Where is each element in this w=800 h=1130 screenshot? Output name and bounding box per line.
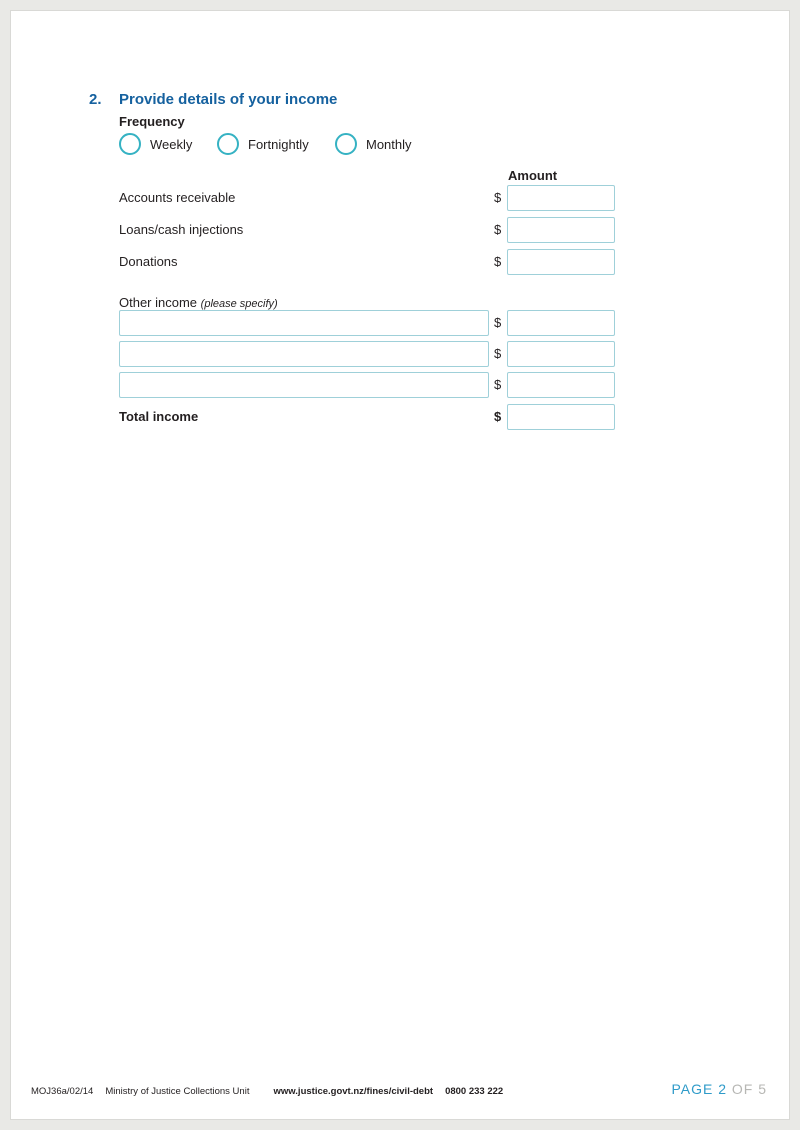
other-income-label-text: Other income xyxy=(119,295,198,310)
donations-amount-input[interactable] xyxy=(507,249,615,275)
other-income-amount-input-1[interactable] xyxy=(507,310,615,336)
income-row-accounts-receivable xyxy=(11,185,789,211)
row-label: Loans/cash injections xyxy=(119,222,244,237)
footer-info xyxy=(31,1086,503,1097)
currency-symbol: $ xyxy=(494,315,502,330)
footer-website: www.justice.govt.nz/fines/civil-debt xyxy=(273,1086,434,1097)
form-code: MOJ36a/02/14 xyxy=(31,1086,94,1097)
currency-symbol: $ xyxy=(494,409,502,424)
other-income-label xyxy=(119,295,278,310)
row-label: Accounts receivable xyxy=(119,190,236,205)
radio-label-fortnightly: Fortnightly xyxy=(248,136,309,152)
currency-symbol: $ xyxy=(494,346,502,361)
radio-button-monthly[interactable] xyxy=(335,133,357,155)
page-number-total: OF 5 xyxy=(731,1081,767,1097)
row-label: Donations xyxy=(119,254,178,269)
currency-symbol: $ xyxy=(494,254,502,269)
footer-phone: 0800 233 222 xyxy=(445,1086,504,1097)
page-number-current: PAGE 2 xyxy=(671,1081,727,1097)
currency-symbol: $ xyxy=(494,377,502,392)
form-page xyxy=(10,10,790,1120)
other-income-note: (please specify) xyxy=(200,298,278,310)
department-name: Ministry of Justice Collections Unit xyxy=(105,1086,250,1097)
other-income-row xyxy=(11,341,789,367)
radio-button-weekly[interactable] xyxy=(119,133,141,155)
frequency-option-weekly[interactable] xyxy=(119,133,192,155)
currency-symbol: $ xyxy=(494,222,502,237)
other-income-description-input-1[interactable] xyxy=(119,310,489,336)
accounts-receivable-amount-input[interactable] xyxy=(507,185,615,211)
radio-button-fortnightly[interactable] xyxy=(217,133,239,155)
other-income-description-input-2[interactable] xyxy=(119,341,489,367)
income-row-donations xyxy=(11,249,789,275)
radio-label-weekly: Weekly xyxy=(150,136,193,152)
radio-label-monthly: Monthly xyxy=(366,136,412,152)
frequency-option-monthly[interactable] xyxy=(335,133,412,155)
section-heading xyxy=(89,91,337,108)
income-row-loans-cash-injections xyxy=(11,217,789,243)
other-income-description-input-3[interactable] xyxy=(119,372,489,398)
page-number xyxy=(671,1081,767,1097)
total-income-row xyxy=(11,404,789,430)
frequency-label: Frequency xyxy=(119,114,185,129)
section-number: 2. xyxy=(89,91,102,108)
page-footer xyxy=(31,1081,767,1097)
currency-symbol: $ xyxy=(494,190,502,205)
frequency-option-fortnightly[interactable] xyxy=(217,133,309,155)
total-income-amount-input[interactable] xyxy=(507,404,615,430)
section-title: Provide details of your income xyxy=(119,91,338,108)
amount-column-header: Amount xyxy=(508,168,558,183)
other-income-row xyxy=(11,372,789,398)
loans-cash-injections-amount-input[interactable] xyxy=(507,217,615,243)
other-income-amount-input-2[interactable] xyxy=(507,341,615,367)
total-income-label: Total income xyxy=(119,409,199,424)
other-income-amount-input-3[interactable] xyxy=(507,372,615,398)
other-income-row xyxy=(11,310,789,336)
